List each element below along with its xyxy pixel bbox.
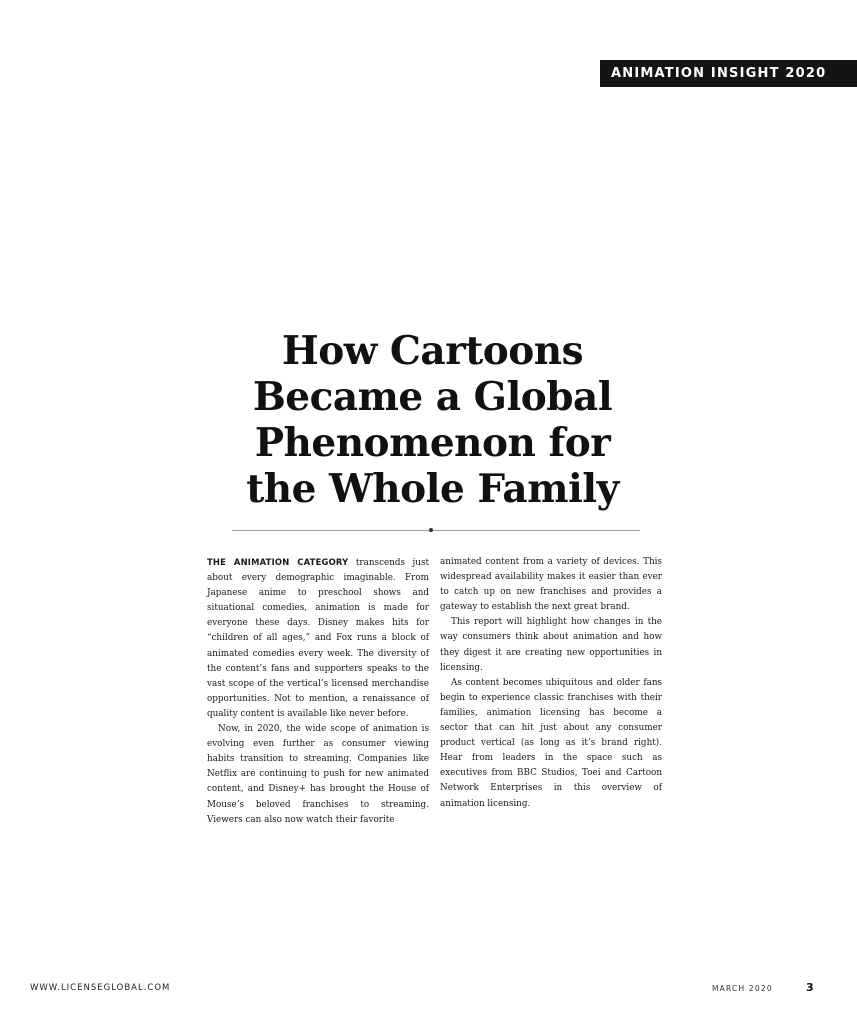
article-headline <box>190 328 675 512</box>
section-label: ANIMATION INSIGHT 2020 <box>600 60 857 87</box>
headline-line-4: the Whole Family <box>246 466 619 512</box>
article-column-right <box>440 555 662 812</box>
lead-in: THE ANIMATION CATEGORY <box>207 557 349 567</box>
headline-line-2: Became a Global <box>252 374 613 420</box>
paragraph-4: As content becomes ubiquitous and older fans begin to experience classic franchises with their families, animation licensing has become a sector that can hit just about any consumer product vertical (as long as it’s brand right). Hear from leaders in the space such as executives from BBC Studios, Toei and Cartoon Network Enterprises in this overview of animation licensing. <box>440 677 662 809</box>
footer-date: MARCH 2020 <box>712 984 773 993</box>
headline-line-3: Phenomenon for <box>254 420 611 466</box>
paragraph-2-continued: animated content from a variety of devices. This widespread availability makes it easier than ever to catch up on new franchises and provides a gateway to establish the next great brand. <box>440 557 662 613</box>
page-number: 3 <box>806 981 814 994</box>
headline-divider <box>232 530 640 531</box>
paragraph-3: This report will highlight how changes in the way consumers think about animation and how they digest it are creating new opportunities in licensing. <box>440 617 662 673</box>
paragraph-2: Now, in 2020, the wide scope of animation is evolving even further as consumer viewing habits transition to streaming. Companies like Netflix are continuing to push for new animated content, and Disney+ has brought the House of Mouse’s beloved franchises to streaming. Viewers can also now watch their favorite <box>207 724 429 825</box>
paragraph-1 <box>207 555 429 722</box>
headline-line-1: How Cartoons <box>281 328 584 374</box>
paragraph-1-text: transcends just about every demographic imaginable. From Japanese anime to preschool shows and situational comedies, animation is made for everyone these days. Disney makes hits for “children of all ages,” and Fox runs a block of animated comedies every week. The diversity of the content’s fans and supporters speaks to the vast scope of the vertical’s licensed merchandise opportunities. Not to mention, a renaissance of quality content is available like never before. <box>207 558 429 719</box>
footer-website: WWW.LICENSEGLOBAL.COM <box>30 983 171 993</box>
divider-ornament <box>429 528 433 532</box>
article-column-left <box>207 555 429 828</box>
